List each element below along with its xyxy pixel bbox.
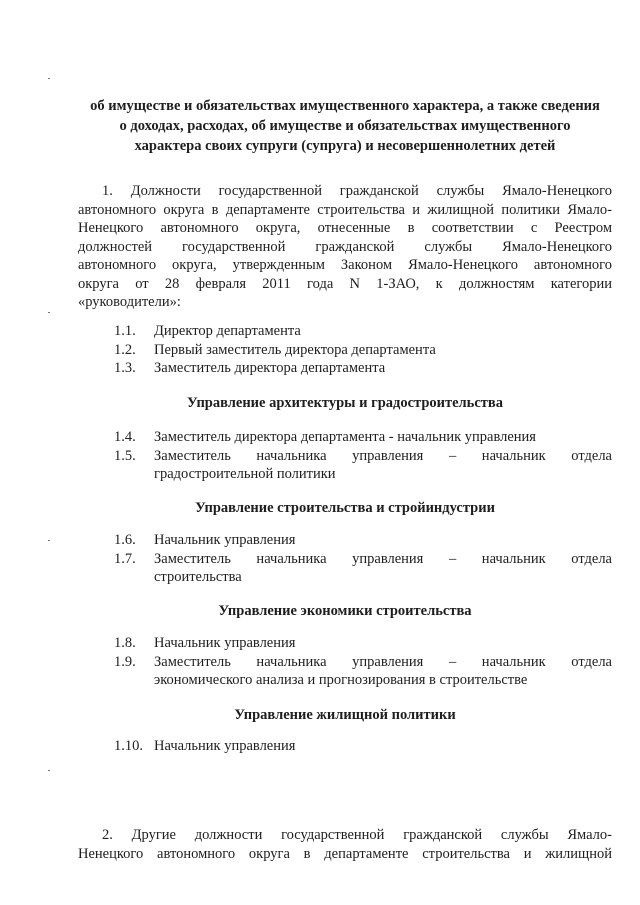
position-list xyxy=(114,322,612,378)
list-item xyxy=(114,634,612,653)
item-text: Заместитель директора департамента xyxy=(154,360,386,376)
item-text: Заместитель директора департамента - начальник управления xyxy=(154,429,536,445)
paragraph-line: Ненецкого автономного округа, отнесенные в соответствии с Реестром xyxy=(78,220,612,236)
paragraph-line: «руководители»: xyxy=(78,294,181,310)
item-text: экономического анализа и прогнозирования в строительстве xyxy=(154,672,528,688)
item-text: Начальник управления xyxy=(154,738,296,754)
item-text: градостроительной политики xyxy=(154,466,336,482)
list-item xyxy=(114,428,612,447)
position-list xyxy=(114,531,612,587)
item-number: 1.6. xyxy=(114,532,136,548)
list-item xyxy=(114,653,612,690)
paragraph-line: должностей государственной гражданской службы Ямало-Ненецкого xyxy=(78,238,612,255)
list-item xyxy=(114,550,612,587)
scan-mark xyxy=(48,312,50,313)
item-number: 1.1. xyxy=(114,323,136,339)
list-item xyxy=(114,531,612,550)
scan-mark xyxy=(48,770,50,771)
document-heading xyxy=(78,96,612,156)
paragraph-line: 2. Другие должности государственной гражданской службы Ямало- xyxy=(102,827,612,843)
heading-line: об имуществе и обязательствах имущественного характера, а также сведения xyxy=(90,98,600,114)
scan-mark xyxy=(48,540,50,541)
item-text: Заместитель начальника управления – начальник отдела xyxy=(154,653,612,670)
paragraph-line: 1. Должности государственной гражданской службы Ямало-Ненецкого xyxy=(102,183,612,199)
list-item xyxy=(114,359,612,378)
paragraph-line: автономного округа в департаменте строительства и жилищной политики Ямало- xyxy=(78,201,612,218)
item-text: Заместитель начальника управления – начальник отдела xyxy=(154,550,612,567)
item-number: 1.4. xyxy=(114,429,136,445)
scan-mark xyxy=(48,78,50,79)
position-list xyxy=(114,634,612,690)
paragraph-line: Ненецкого автономного округа в департаменте строительства и жилищной xyxy=(78,845,612,862)
paragraph-1 xyxy=(78,182,612,312)
item-number: 1.2. xyxy=(114,341,136,358)
heading-line: о доходах, расходах, об имуществе и обязательствах имущественного xyxy=(119,118,571,134)
section-heading: Управление архитектуры и градостроительства xyxy=(187,395,503,411)
item-text: Начальник управления xyxy=(154,635,296,651)
paragraph-line: округа от 28 февраля 2011 года N 1-ЗАО, к должностям категории xyxy=(78,275,612,292)
paragraph-2 xyxy=(78,826,612,863)
item-number: 1.9. xyxy=(114,653,136,670)
position-list xyxy=(114,737,612,756)
section-heading: Управление жилищной политики xyxy=(234,707,456,723)
list-item xyxy=(114,737,612,756)
list-item xyxy=(114,447,612,484)
paragraph-line: автономного округа, утвержденным Законом Ямало-Ненецкого автономного xyxy=(78,257,612,273)
section-heading: Управление экономики строительства xyxy=(218,603,472,619)
list-item xyxy=(114,322,612,341)
section-heading: Управление строительства и стройиндустрии xyxy=(195,500,495,516)
item-number: 1.7. xyxy=(114,550,136,567)
item-text: Директор департамента xyxy=(154,323,301,339)
item-text: строительства xyxy=(154,569,242,585)
heading-line: характера своих супруги (супруга) и несовершеннолетних детей xyxy=(134,138,556,154)
item-number: 1.5. xyxy=(114,447,136,464)
item-number: 1.3. xyxy=(114,360,136,376)
item-text: Первый заместитель директора департамента xyxy=(154,341,436,358)
item-text: Заместитель начальника управления – начальник отдела xyxy=(154,447,612,464)
item-text: Начальник управления xyxy=(154,532,296,548)
list-item xyxy=(114,341,612,360)
item-number: 1.10. xyxy=(114,738,143,754)
position-list xyxy=(114,428,612,484)
item-number: 1.8. xyxy=(114,635,136,651)
